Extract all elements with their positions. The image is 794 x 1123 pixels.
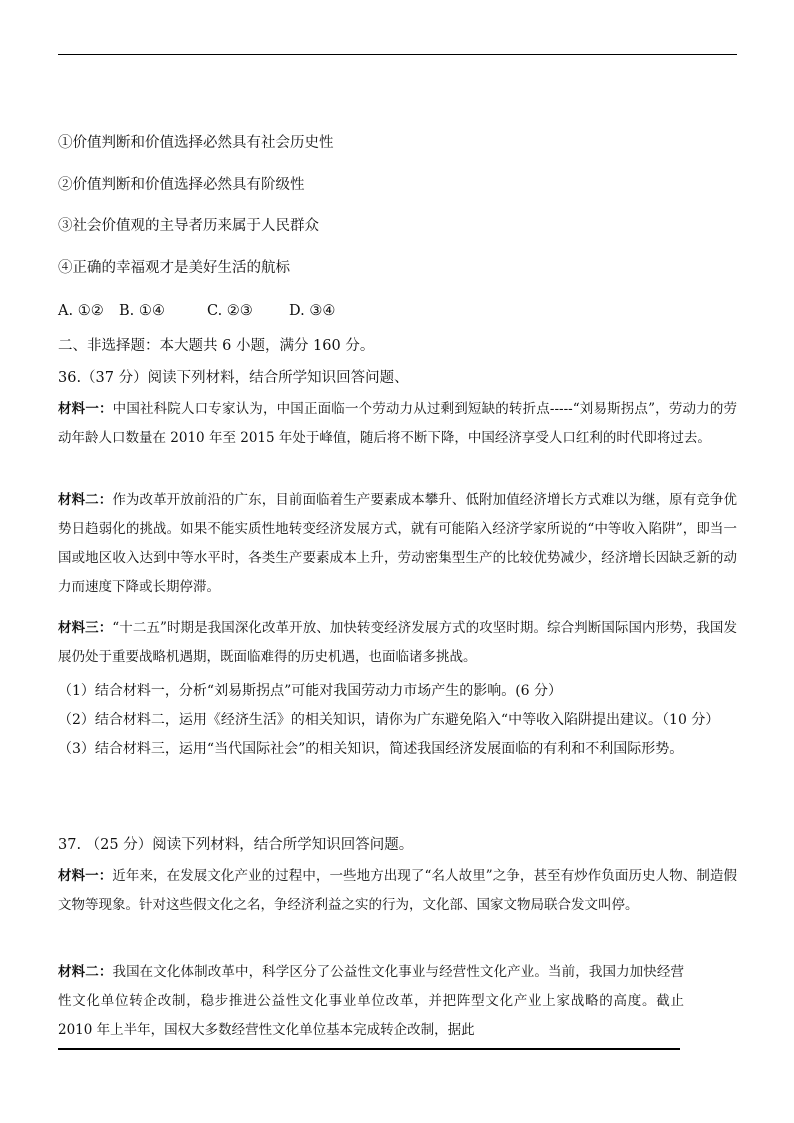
q37-stem: 37. （25 分）阅读下列材料，结合所学知识回答问题。	[58, 837, 414, 853]
q36-m1-label: 材料一：	[58, 401, 113, 417]
q36-m3-text: “十二五”时期是我国深化改革开放、加快转变经济发展方式的攻坚时期。综合判断国际国内形势，我国发展仍处于重要战略机遇期，既面临难得的历史机遇，也面临诸多挑战。	[58, 620, 737, 665]
q37-m1-text: 近年来，在发展文化产业的过程中，一些地方出现了“名人故里”之争，甚至有炒作负面历史人物、制造假文物等现象。针对这些假文化之名，争经济利益之实的行为，文化部、国家文物局联合发文叫停。	[58, 868, 737, 913]
header-rule	[58, 54, 737, 55]
q36-m1-text: 中国社科院人口专家认为，中国正面临一个劳动力从过剩到短缺的转折点-----“刘易斯拐点”，劳动力的劳动年龄人口数量在 2010 年至 2015 年处于峰值，随后将不断下降，中国经济享受人口红利的时代即将过去。	[58, 401, 737, 446]
choice-item-1: ①价值判断和价值选择必然具有社会历史性	[58, 135, 334, 151]
q36-m2-label: 材料二：	[58, 492, 113, 508]
q37-m2-label: 材料二：	[58, 964, 113, 980]
q37-material-1	[58, 862, 737, 920]
q36-subquestions	[58, 677, 737, 764]
q36-sub-2: （2）结合材料二，运用《经济生活》的相关知识，请你为广东避免陷入“中等收入陷阱提出建议。（10 分）	[58, 712, 720, 728]
answer-option-a: A. ①②	[58, 303, 104, 319]
q36-sub-1: （1）结合材料一，分析“刘易斯拐点”可能对我国劳动力市场产生的影响。(6 分）	[58, 683, 563, 699]
answer-option-c: C. ②③	[207, 303, 253, 319]
answer-option-b: B. ①④	[119, 303, 165, 319]
q36-material-2	[58, 486, 737, 602]
q37-m1-label: 材料一：	[58, 868, 113, 884]
footer-rule	[58, 1048, 680, 1050]
q36-m2-text: 作为改革开放前沿的广东，目前面临着生产要素成本攀升、低附加值经济增长方式难以为继，原有竞争优势日趋弱化的挑战。如果不能实质性地转变经济发展方式，就有可能陷入经济学家所说的“中等收入陷阱”，即当一国或地区收入达到中等水平时，各类生产要素成本上升，劳动密集型生产的比较优势减少，经济增长因缺乏新的动力而速度下降或长期停滞。	[58, 492, 738, 595]
q36-m3-label: 材料三：	[58, 620, 113, 636]
choice-item-4: ④正确的幸福观才是美好生活的航标	[58, 260, 290, 276]
q37-m2-text: 我国在文化体制改革中，科学区分了公益性文化事业与经营性文化产业。当前，我国力加快经营性文化单位转企改制，稳步推进公益性文化事业单位改革，并把阵型文化产业上家战略的高度。截止 2010 年上半年，国权大多数经营性文化单位基本完成转企改制，据此	[58, 964, 684, 1038]
choice-item-2: ②价值判断和价值选择必然具有阶级性	[58, 177, 305, 193]
answer-option-d: D. ③④	[289, 303, 336, 319]
q36-sub-3: （3）结合材料三，运用“当代国际社会”的相关知识，简述我国经济发展面临的有利和不利国际形势。	[58, 741, 684, 757]
q36-stem: 36.（37 分）阅读下列材料，结合所学知识回答问题、	[58, 370, 409, 386]
q36-material-1	[58, 395, 737, 453]
section-heading: 二、非选择题：本大题共 6 小题，满分 160 分。	[58, 338, 375, 354]
q37-material-2	[58, 958, 684, 1044]
q36-material-3	[58, 614, 737, 672]
choice-item-3: ③社会价值观的主导者历来属于人民群众	[58, 218, 319, 234]
